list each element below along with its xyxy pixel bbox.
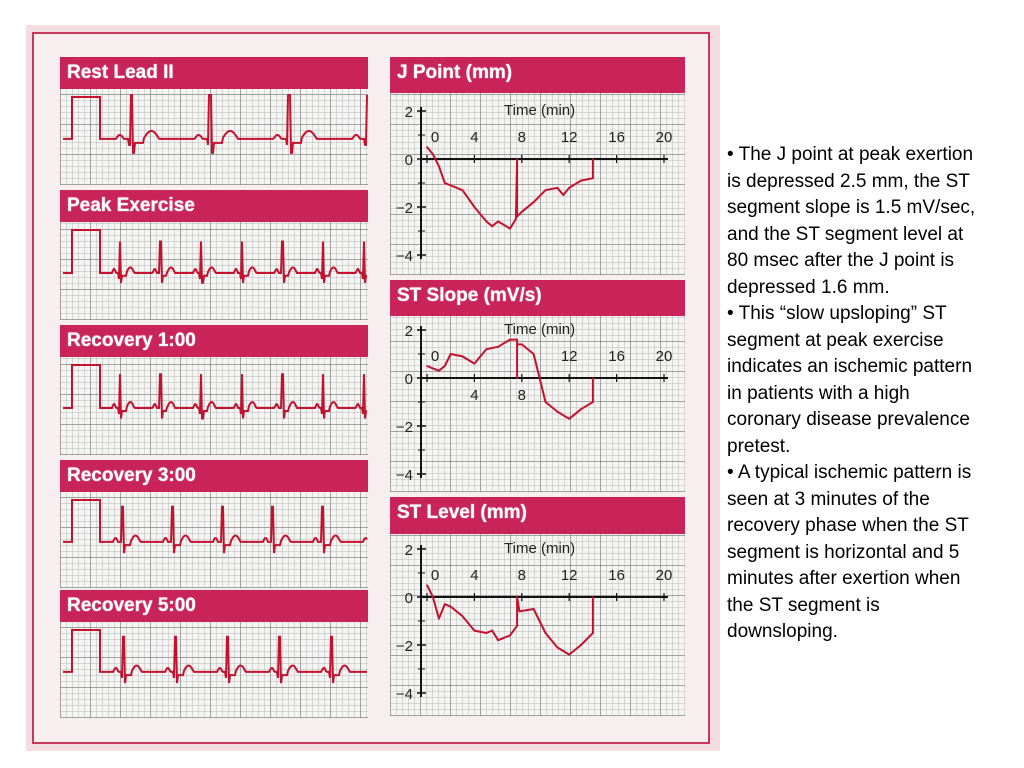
x-tick-label: 20 — [655, 348, 673, 365]
notes-line: pretest. — [727, 435, 791, 457]
data-point — [485, 348, 487, 350]
data-point — [438, 165, 440, 167]
data-point — [444, 182, 446, 184]
x-axis-label: Time (min) — [504, 321, 576, 338]
data-point — [450, 353, 452, 355]
data-point — [545, 189, 547, 191]
ecg-header-recovery-3: Recovery 3:00 — [60, 460, 368, 492]
notes-line: minutes after exertion when — [727, 568, 961, 589]
notes-line: seen at 3 minutes of the — [727, 488, 930, 510]
data-point — [450, 606, 452, 608]
data-point — [474, 363, 476, 365]
chart-title-st-level: ST Level (mm) — [390, 497, 685, 534]
data-point — [462, 356, 464, 358]
notes-line: segment at peak exercise — [727, 329, 944, 351]
ecg-strip-recovery-3 — [60, 492, 368, 588]
x-tick-label: 12 — [560, 348, 578, 365]
ecg-trace — [63, 95, 367, 153]
ecg-strip-recovery-5 — [60, 622, 368, 718]
data-point — [438, 618, 440, 620]
data-point — [557, 411, 559, 413]
data-point — [516, 596, 518, 598]
y-tick-label: 0 — [404, 590, 413, 607]
y-tick-label: 2 — [404, 542, 413, 559]
data-point — [485, 221, 487, 223]
x-tick-label: 20 — [655, 567, 673, 584]
chart-title-st-slope: ST Slope (mV/s) — [390, 280, 685, 316]
ecg-trace — [63, 500, 367, 553]
y-tick-label: 0 — [404, 152, 413, 169]
x-tick-label: 4 — [470, 567, 479, 584]
data-point — [580, 644, 582, 646]
x-tick-label: 20 — [655, 129, 673, 146]
notes-line: recovery phase when the ST — [727, 515, 969, 536]
ecg-trace — [63, 630, 367, 683]
data-point — [592, 177, 594, 179]
data-point — [521, 211, 523, 213]
y-tick-label: 2 — [404, 104, 413, 121]
x-tick-label: 16 — [608, 567, 625, 584]
data-point — [592, 158, 594, 160]
data-point — [568, 654, 570, 656]
ecg-strip-rest — [60, 89, 368, 185]
data-series-line — [427, 585, 593, 655]
x-tick-label: 16 — [608, 129, 625, 146]
data-point — [509, 339, 511, 341]
x-tick-label: 8 — [517, 129, 526, 146]
x-tick-label: 8 — [517, 387, 526, 404]
data-point — [568, 418, 570, 420]
notes-line: in patients with a high — [727, 382, 910, 404]
chart-st-slope — [390, 316, 685, 492]
data-point — [426, 584, 428, 586]
ecg-trace — [63, 365, 367, 419]
data-point — [557, 187, 559, 189]
notes-line: segment slope is 1.5 mV/sec, — [727, 197, 976, 218]
data-point — [497, 639, 499, 641]
data-point — [516, 216, 518, 218]
data-point — [474, 206, 476, 208]
y-tick-label: 0 — [404, 371, 413, 388]
data-point — [462, 615, 464, 617]
data-point — [516, 377, 518, 379]
data-point — [474, 630, 476, 632]
x-tick-label: 8 — [517, 567, 526, 584]
chart-j-point — [390, 93, 685, 275]
data-point — [533, 201, 535, 203]
data-point — [462, 189, 464, 191]
data-point — [562, 194, 564, 196]
notes-line: the ST segment is — [727, 594, 880, 616]
data-point — [592, 596, 594, 598]
data-point — [516, 625, 518, 627]
notes-line: downsloping. — [727, 621, 838, 642]
x-tick-label: 4 — [470, 387, 479, 404]
ecg-trace — [63, 230, 367, 283]
ecg-header-peak: Peak Exercise — [60, 190, 368, 222]
x-tick-label: 12 — [560, 567, 578, 584]
data-point — [592, 632, 594, 634]
notes-text — [727, 142, 1022, 646]
data-point — [580, 180, 582, 182]
notes-line: • The J point at peak exertion — [727, 144, 974, 165]
data-point — [432, 153, 434, 155]
x-tick-label: 12 — [560, 129, 578, 146]
ecg-header-recovery-1: Recovery 1:00 — [60, 325, 368, 357]
y-tick-label: −2 — [395, 638, 413, 655]
ecg-header-recovery-5: Recovery 5:00 — [60, 590, 368, 622]
data-point — [432, 368, 434, 370]
notes-line: is depressed 2.5 mm, the ST — [727, 170, 970, 192]
data-point — [444, 365, 446, 367]
y-tick-label: −2 — [395, 419, 413, 436]
data-point — [592, 377, 594, 379]
x-tick-label: 0 — [430, 129, 440, 146]
data-point — [485, 632, 487, 634]
data-point — [516, 339, 518, 341]
data-point — [491, 630, 493, 632]
notes-line: coronary disease prevalence — [727, 409, 970, 430]
data-point — [539, 377, 541, 379]
data-point — [545, 632, 547, 634]
chart-title-j-point: J Point (mm) — [390, 57, 685, 93]
data-point — [533, 608, 535, 610]
data-point — [497, 346, 499, 348]
notes-line: • A typical ischemic pattern is — [727, 462, 972, 483]
data-point — [426, 146, 428, 148]
x-tick-label: 16 — [608, 348, 625, 365]
data-point — [426, 365, 428, 367]
data-point — [516, 344, 518, 346]
data-point — [521, 344, 523, 346]
data-point — [491, 225, 493, 227]
data-point — [516, 158, 518, 160]
data-point — [509, 635, 511, 637]
y-tick-label: 2 — [404, 323, 413, 340]
notes-line: indicates an ischemic pattern — [727, 356, 973, 377]
chart-st-level — [390, 534, 685, 716]
y-tick-label: −4 — [395, 467, 413, 484]
data-point — [515, 218, 517, 220]
data-point — [557, 647, 559, 649]
y-tick-label: −4 — [395, 686, 413, 703]
data-point — [580, 408, 582, 410]
x-axis-label: Time (min) — [504, 102, 576, 119]
notes-line: depressed 1.6 mm. — [727, 276, 890, 298]
y-tick-label: −4 — [395, 248, 413, 265]
ecg-strip-peak — [60, 222, 368, 320]
notes-line: 80 msec after the J point is — [727, 250, 955, 271]
notes-line: • This “slow upsloping” ST — [727, 303, 947, 324]
data-point — [533, 353, 535, 355]
x-tick-label: 4 — [470, 129, 479, 146]
data-point — [519, 611, 521, 613]
data-point — [432, 596, 434, 598]
data-point — [545, 401, 547, 403]
ecg-strip-recovery-1 — [60, 357, 368, 455]
notes-line: segment is horizontal and 5 — [727, 541, 960, 563]
data-point — [509, 228, 511, 230]
x-axis-label: Time (min) — [504, 540, 576, 557]
data-point — [568, 187, 570, 189]
x-tick-label: 0 — [430, 348, 440, 365]
data-point — [444, 603, 446, 605]
data-point — [497, 221, 499, 223]
y-tick-label: −2 — [395, 200, 413, 217]
x-tick-label: 0 — [430, 567, 440, 584]
notes-line: and the ST segment level at — [727, 223, 964, 245]
data-point — [592, 401, 594, 403]
data-point — [438, 370, 440, 372]
ecg-header-rest: Rest Lead II — [60, 57, 368, 89]
